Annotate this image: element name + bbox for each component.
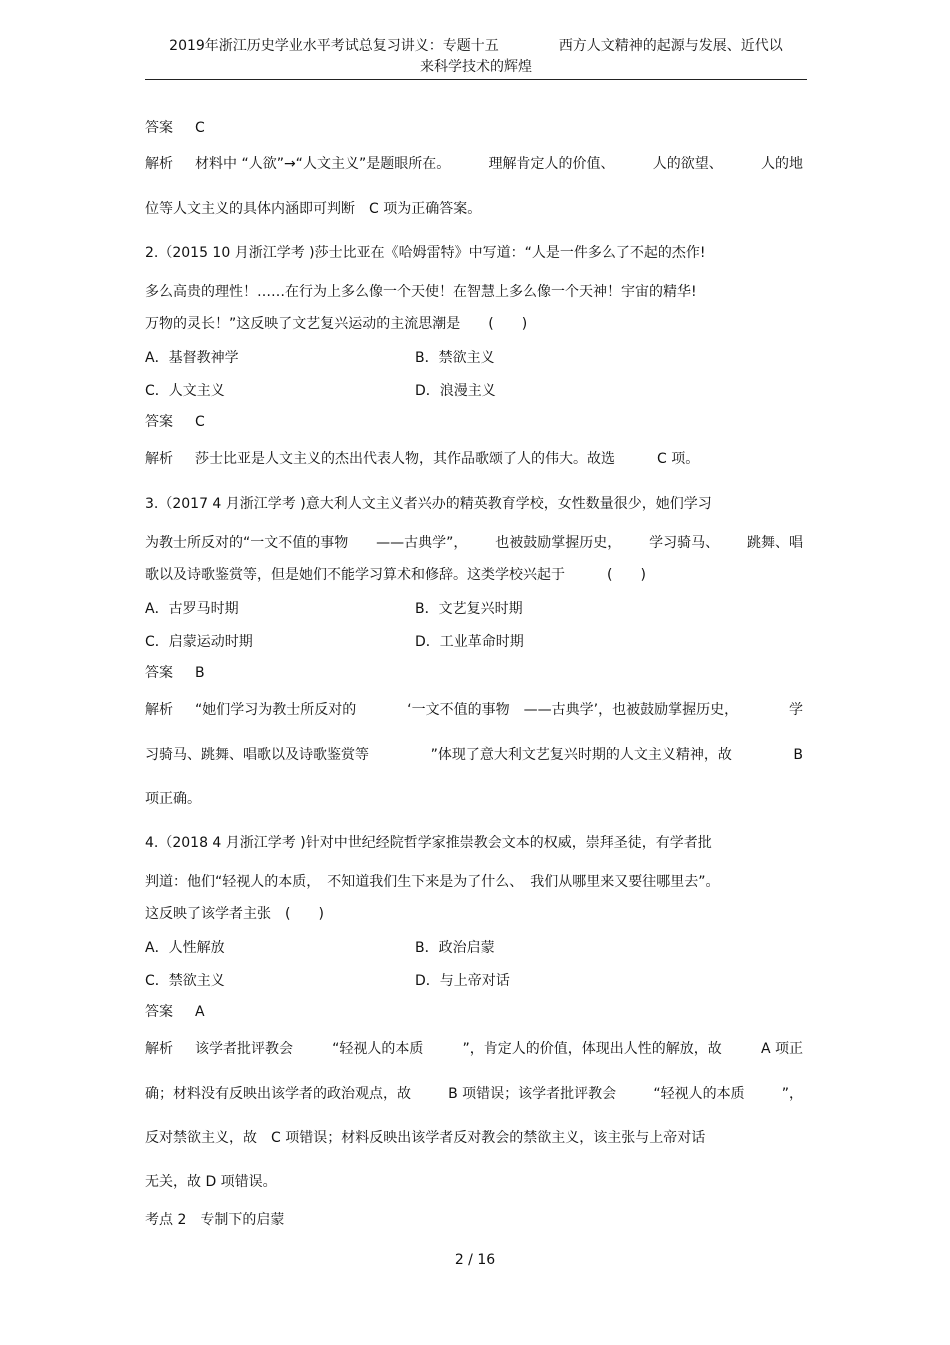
q4-analysis-line2: 确；材料没有反映出该学者的政治观点，故 B 项错误；该学者批评教会 “轻视人的本质 ”，: [145, 1086, 803, 1102]
q2-stem-line3: 万物的灵长！”这反映了文艺复兴运动的主流思潮是 ( ): [145, 316, 528, 332]
header-title-left: 2019年浙江历史学业水平考试总复习讲义：专题十五: [169, 38, 499, 54]
q3-stem-line1: 3.（2017 4 月浙江学考 )意大利人文主义者兴办的精英教育学校，女性数量很少，她们学习: [145, 496, 712, 512]
section-heading: 考点 2 专制下的启蒙: [145, 1212, 285, 1228]
q2-option-b: B．禁欲主义: [415, 350, 495, 366]
page-header: [145, 36, 807, 78]
q4-analysis-line1: 解析 该学者批评教会 “轻视人的本质 ”，肯定人的价值，体现出人性的解放，故 A 项正: [145, 1041, 803, 1057]
q3-stem-line3: 歌以及诗歌鉴赏等，但是她们不能学习算术和修辞。这类学校兴起于 ( ): [145, 567, 646, 583]
q1-answer: 答案 C: [145, 120, 205, 136]
q1-analysis-line2: 位等人文主义的具体内涵即可判断 C 项为正确答案。: [145, 201, 482, 217]
q2-stem-line2: 多么高贵的理性！……在行为上多么像一个天使！在智慧上多么像一个天神！宇宙的精华!: [145, 284, 697, 300]
q4-stem-line2: 判道：他们“轻视人的本质， 不知道我们生下来是为了什么、 我们从哪里来又要往哪里去”。: [145, 874, 720, 890]
q3-stem-line2: 为教士所反对的“一文不值的事物 ——古典学”， 也被鼓励掌握历史， 学习骑马、 跳舞、唱: [145, 535, 803, 551]
header-title-line2: 来科学技术的辉煌: [420, 59, 532, 75]
q3-option-c: C．启蒙运动时期: [145, 634, 253, 650]
q2-option-d: D．浪漫主义: [415, 383, 496, 399]
q3-option-d: D．工业革命时期: [415, 634, 524, 650]
page-number: 2 / 16: [454, 1252, 496, 1268]
q1-analysis-line1: 解析 材料中 “人欲”→“人文主义”是题眼所在。 理解肯定人的价值、 人的欲望、 人的地: [145, 156, 803, 172]
q3-analysis-line3: 项正确。: [145, 791, 201, 807]
q4-analysis-line3: 反对禁欲主义，故 C 项错误；材料反映出该学者反对教会的禁欲主义，该主张与上帝对话: [145, 1130, 706, 1146]
q4-analysis-line4: 无关，故 D 项错误。: [145, 1174, 277, 1190]
header-divider: [145, 79, 807, 80]
q4-option-b: B．政治启蒙: [415, 940, 495, 956]
q2-answer: 答案 C: [145, 414, 205, 430]
q4-stem-line3: 这反映了该学者主张 ( ): [145, 906, 324, 922]
q3-analysis-line2: 习骑马、跳舞、唱歌以及诗歌鉴赏等 ”体现了意大利文艺复兴时期的人文主义精神，故 B: [145, 747, 803, 763]
header-title-right: 西方人文精神的起源与发展、近代以: [558, 38, 783, 54]
q2-option-a: A．基督教神学: [145, 350, 239, 366]
q4-answer: 答案 A: [145, 1004, 205, 1020]
q4-option-a: A．人性解放: [145, 940, 225, 956]
q4-stem-line1: 4.（2018 4 月浙江学考 )针对中世纪经院哲学家推崇教会文本的权威，崇拜圣徒，有学者批: [145, 835, 712, 851]
q3-answer: 答案 B: [145, 665, 205, 681]
q3-option-b: B．文艺复兴时期: [415, 601, 523, 617]
q2-analysis: 解析 莎士比亚是人文主义的杰出代表人物，其作品歌颂了人的伟大。故选 C 项。: [145, 451, 700, 467]
q2-stem-line1: 2.（2015 10 月浙江学考 )莎士比亚在《哈姆雷特》中写道：“人是一件多么了不起的杰作!: [145, 245, 706, 261]
q2-option-c: C．人文主义: [145, 383, 225, 399]
q4-option-c: C．禁欲主义: [145, 973, 225, 989]
q3-option-a: A．古罗马时期: [145, 601, 239, 617]
q3-analysis-line1: 解析 “她们学习为教士所反对的 ‘一文不值的事物 ——古典学’，也被鼓励掌握历史， 学: [145, 702, 803, 718]
q4-option-d: D．与上帝对话: [415, 973, 510, 989]
